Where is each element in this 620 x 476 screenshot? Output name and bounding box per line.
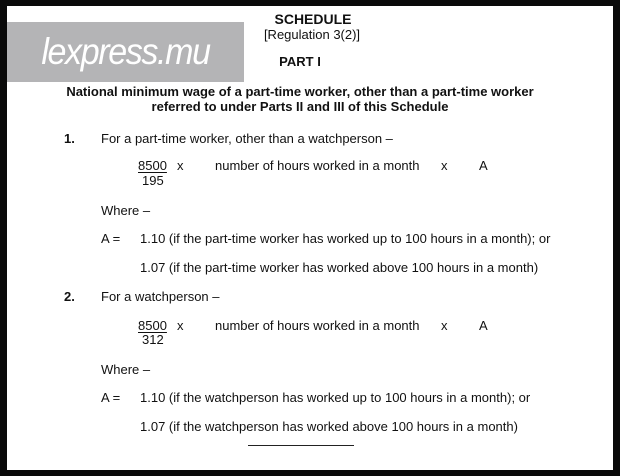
item-text: For a part-time worker, other than a watchperson – (101, 131, 393, 146)
multiply-sign: x (441, 318, 448, 333)
fraction-denominator: 195 (142, 173, 164, 188)
end-divider (248, 445, 354, 446)
fraction-denominator: 312 (142, 332, 164, 347)
variable-a: A (479, 158, 488, 173)
heading-line-2: referred to under Parts II and III of this Schedule (151, 99, 449, 114)
multiply-sign: x (441, 158, 448, 173)
regulation-reference: [Regulation 3(2)] (263, 27, 361, 42)
variable-a: A (479, 318, 488, 333)
condition-up-to-100: 1.10 (if the part-time worker has worked up to 100 hours in a month); or (140, 231, 551, 246)
schedule-title: SCHEDULE (274, 11, 352, 27)
part-title: PART I (279, 54, 321, 69)
document-page (7, 6, 613, 470)
item-text: For a watchperson – (101, 289, 220, 304)
multiply-sign: x (177, 318, 184, 333)
fraction-numerator: 8500 (138, 158, 167, 173)
fraction-numerator: 8500 (138, 318, 167, 333)
where-label: Where – (101, 362, 151, 377)
logo-text: lexpress.mu (41, 31, 210, 72)
lexpress-logo (7, 22, 244, 82)
a-equals: A = (101, 231, 121, 246)
hours-text: number of hours worked in a month (215, 158, 420, 173)
a-equals: A = (101, 390, 121, 405)
condition-up-to-100: 1.10 (if the watchperson has worked up to 100 hours in a month); or (140, 390, 531, 405)
item-number: 1. (64, 131, 75, 146)
heading-line-1: National minimum wage of a part-time worker, other than a part-time worker (66, 84, 534, 99)
multiply-sign: x (177, 158, 184, 173)
hours-text: number of hours worked in a month (215, 318, 420, 333)
item-number: 2. (64, 289, 75, 304)
condition-above-100: 1.07 (if the watchperson has worked above 100 hours in a month) (140, 419, 518, 434)
where-label: Where – (101, 203, 151, 218)
condition-above-100: 1.07 (if the part-time worker has worked above 100 hours in a month) (140, 260, 539, 275)
